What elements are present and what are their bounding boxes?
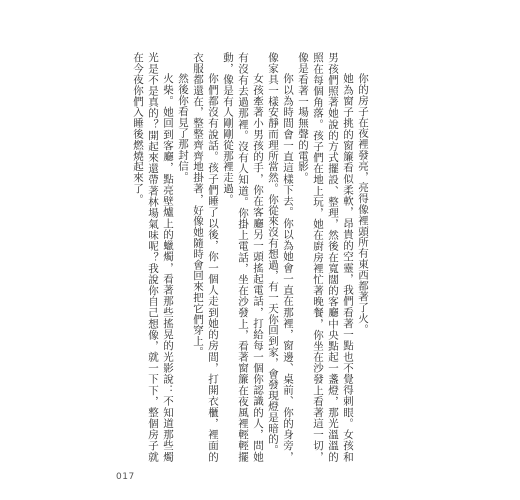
- paragraph: 火柴。她回到客廳，點亮壁爐上的蠟燭，看著那些搖晃的光影說：不知道那些燭光是不是真的？開起來還帶著林場氣味呢？我說你自己想像，就一下下，整個房子就在今夜你們入睡後燃燒起來了。: [132, 52, 174, 462]
- paragraph: 你的房子在夜裡發亮，亮得像裡頭所有東西都著了火。: [357, 73, 369, 335]
- paragraph: 你以為時間會一直這樣下去。你以為她會一直在那裡，窗邊、桌前、你的身旁，像家具一樣安靜而理所當然。你從來沒有想過，有一天你回到家，會發現燈是暗的。: [267, 52, 294, 462]
- paragraph: 女孩牽著小男孩的手，你在客廳另一頭搖起電話，打給每一個你認識的人，問她有沒有去過那裡。沒有人知道。你掛上電話，坐在沙發上，看著窗簾在夜風裡輕輕擺動，像是有人剛剛從那裡走過。: [222, 52, 264, 462]
- paragraph: 你們都沒有說話。孩子們睡了以後，你一個人走到她的房間，打開衣櫃，裡面的衣服都還在，整整齊齊地掛著，好像她隨時會回來把它們穿上。: [192, 52, 219, 462]
- paragraph: 然後你看見了那封信。: [177, 73, 189, 182]
- paragraph: 她為窗子挑的窗簾看似柔軟，昂貴的空靈，我們看著一點也不覺得刺眼。女孩和男孩們照著她說的方式擺設、整理，然後在寬闊的客廳中央點起一盞燈，那光溫溫的照在每個角落。孩子們在地上玩，她在廚房裡忙著晚餐，你坐在沙發上看著這一切，像是看著一場無聲的電影。: [297, 52, 354, 462]
- body-text: [130, 52, 370, 462]
- page-number: 017: [116, 472, 135, 482]
